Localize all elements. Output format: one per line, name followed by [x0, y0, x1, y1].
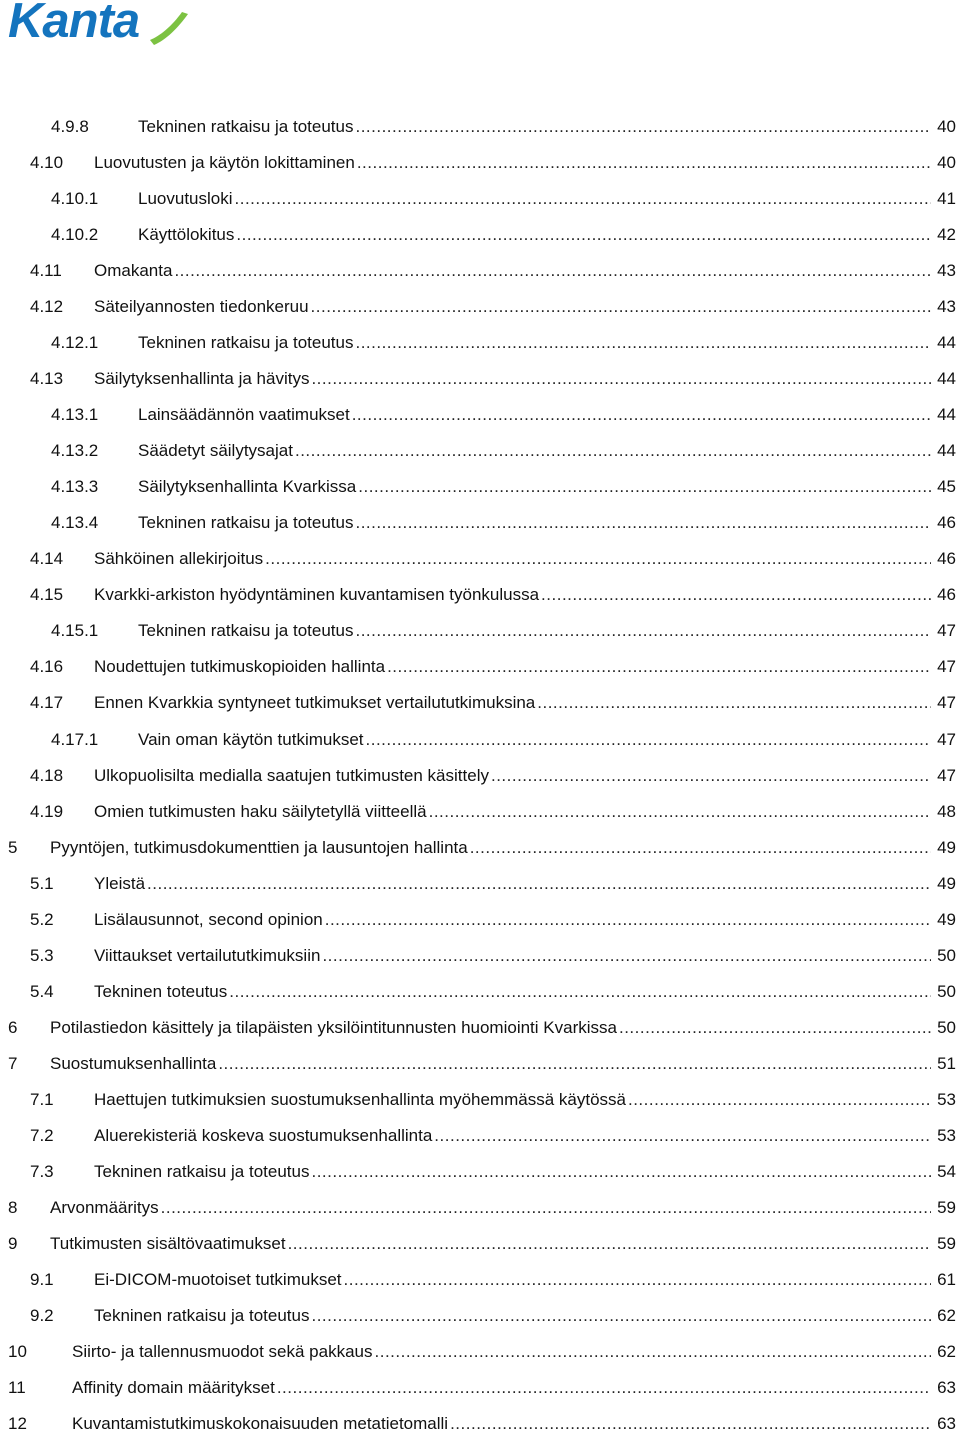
toc-entry-number: 4.12 [30, 297, 64, 316]
toc-entry-page: 59 [937, 1234, 956, 1253]
toc-entry-title: Säilytyksenhallinta ja hävitys [94, 369, 310, 388]
toc-entry-page: 50 [937, 1018, 956, 1037]
toc-entry-title: Tekninen ratkaisu ja toteutus [138, 117, 354, 136]
toc-entry-body [138, 223, 956, 247]
toc-entry-title: Luovutusten ja käytön lokittaminen [94, 153, 355, 172]
toc-entry-title: Kuvantamistutkimuskokonaisuuden metatietomalli [72, 1414, 449, 1433]
toc-entry-body [94, 1124, 956, 1148]
toc-entry[interactable] [0, 764, 960, 788]
toc-dot-leader [235, 187, 932, 211]
toc-entry-page: 53 [937, 1126, 956, 1145]
toc-entry-body [94, 655, 956, 679]
toc-entry-number: 4.13.1 [51, 405, 99, 424]
toc-entry-page: 63 [937, 1414, 956, 1433]
toc-dot-leader [366, 728, 932, 752]
toc-entry-number: 4.13 [30, 369, 64, 388]
toc-entry-title: Tekninen ratkaisu ja toteutus [94, 1162, 310, 1181]
toc-dot-leader [375, 1340, 932, 1364]
toc-entry[interactable] [0, 872, 960, 896]
toc-dot-leader [619, 1016, 931, 1040]
toc-dot-leader [387, 655, 931, 679]
toc-entry-page: 49 [937, 838, 956, 857]
toc-entry-page: 40 [937, 117, 956, 136]
toc-dot-leader [429, 800, 931, 824]
toc-entry-body [50, 1052, 956, 1076]
toc-dot-leader [434, 1124, 931, 1148]
toc-entry-number: 6 [8, 1018, 18, 1037]
toc-entry-page: 43 [937, 261, 956, 280]
toc-entry-body [94, 872, 956, 896]
toc-entry[interactable] [0, 836, 960, 860]
toc-entry-number: 5 [8, 838, 18, 857]
toc-entry-title: Ulkopuolisilta medialla saatujen tutkimusten käsittely [94, 766, 489, 785]
toc-entry[interactable] [0, 944, 960, 968]
toc-entry-page: 47 [937, 693, 956, 712]
toc-entry-body [138, 439, 956, 463]
toc-entry-body [50, 1232, 956, 1256]
toc-entry-body [72, 1412, 956, 1436]
toc-entry-number: 4.12.1 [51, 333, 99, 352]
toc-entry[interactable] [0, 1412, 960, 1436]
toc-entry-title: Aluerekisteriä koskeva suostumuksenhallinta [94, 1126, 433, 1145]
toc-entry[interactable] [0, 511, 960, 535]
toc-entry-title: Suostumuksenhallinta [50, 1054, 217, 1073]
toc-entry-body [138, 403, 956, 427]
toc-dot-leader [161, 1196, 931, 1220]
toc-entry-page: 62 [937, 1342, 956, 1361]
toc-entry-number: 9.1 [30, 1270, 54, 1289]
toc-entry-title: Lisälausunnot, second opinion [94, 910, 323, 929]
toc-entry[interactable] [0, 691, 960, 715]
toc-entry-title: Arvonmääritys [50, 1198, 159, 1217]
toc-entry-number: 4.16 [30, 657, 64, 676]
toc-entry-body [94, 1160, 956, 1184]
toc-entry-page: 46 [937, 585, 956, 604]
toc-entry-page: 45 [937, 477, 956, 496]
toc-entry-number: 4.18 [30, 766, 64, 785]
toc-entry-body [94, 764, 956, 788]
toc-entry-page: 47 [937, 730, 956, 749]
toc-entry-number: 5.2 [30, 910, 54, 929]
toc-entry-page: 59 [937, 1198, 956, 1217]
toc-entry[interactable] [0, 115, 960, 139]
toc-entry[interactable] [0, 800, 960, 824]
logo-text: Kanta [8, 0, 140, 48]
toc-entry-title: Säädetyt säilytysajat [138, 441, 293, 460]
toc-entry-title: Yleistä [94, 874, 146, 893]
toc-entry-number: 4.19 [30, 802, 64, 821]
toc-entry-title: Omakanta [94, 261, 173, 280]
toc-entry-number: 4.10.1 [51, 189, 99, 208]
toc-entry-page: 44 [937, 441, 956, 460]
toc-entry[interactable] [0, 1376, 960, 1400]
toc-entry-title: Ei-DICOM-muotoiset tutkimukset [94, 1270, 342, 1289]
toc-entry-number: 7.2 [30, 1126, 54, 1145]
toc-dot-leader [295, 439, 931, 463]
toc-entry-body [72, 1340, 956, 1364]
toc-dot-leader [470, 836, 931, 860]
toc-entry-number: 11 [8, 1378, 26, 1397]
toc-entry[interactable] [0, 1232, 960, 1256]
toc-entry-number: 5.1 [30, 874, 54, 893]
kanta-logo [8, 0, 198, 50]
toc-entry-number: 10 [8, 1342, 27, 1361]
toc-entry[interactable] [0, 475, 960, 499]
toc-entry[interactable] [0, 403, 960, 427]
toc-entry-page: 47 [937, 621, 956, 640]
toc-entry-number: 7.3 [30, 1162, 54, 1181]
toc-entry[interactable] [0, 1160, 960, 1184]
toc-entry-number: 9.2 [30, 1306, 54, 1325]
toc-dot-leader [311, 367, 931, 391]
toc-entry-number: 8 [8, 1198, 18, 1217]
toc-entry[interactable] [0, 1124, 960, 1148]
toc-entry-body [138, 187, 956, 211]
toc-entry[interactable] [0, 547, 960, 571]
toc-entry-page: 53 [937, 1090, 956, 1109]
toc-entry-title: Noudettujen tutkimuskopioiden hallinta [94, 657, 386, 676]
toc-dot-leader [311, 1160, 931, 1184]
toc-entry[interactable] [0, 980, 960, 1004]
toc-entry[interactable] [0, 151, 960, 175]
toc-entry-body [94, 151, 956, 175]
toc-entry-page: 50 [937, 946, 956, 965]
toc-entry-page: 44 [937, 369, 956, 388]
toc-entry[interactable] [0, 1268, 960, 1292]
toc-entry-page: 51 [937, 1054, 956, 1073]
toc-entry-body [72, 1376, 956, 1400]
toc-entry-number: 9 [8, 1234, 18, 1253]
toc-entry-body [94, 1088, 956, 1112]
toc-dot-leader [322, 944, 931, 968]
toc-entry-page: 40 [937, 153, 956, 172]
toc-entry-page: 42 [937, 225, 956, 244]
toc-entry[interactable] [0, 1340, 960, 1364]
toc-entry-number: 7.1 [30, 1090, 54, 1109]
toc-entry[interactable] [0, 1016, 960, 1040]
toc-entry-number: 5.4 [30, 982, 54, 1001]
toc-entry-body [138, 511, 956, 535]
toc-entry-page: 49 [937, 874, 956, 893]
toc-entry-body [50, 1016, 956, 1040]
toc-dot-leader [218, 1052, 931, 1076]
toc-entry[interactable] [0, 619, 960, 643]
toc-entry-page: 48 [937, 802, 956, 821]
toc-dot-leader [355, 331, 931, 355]
toc-entry[interactable] [0, 1196, 960, 1220]
toc-entry[interactable] [0, 1304, 960, 1328]
toc-entry-page: 61 [937, 1270, 956, 1289]
toc-entry-title: Omien tutkimusten haku säilytetyllä viitteellä [94, 802, 427, 821]
toc-entry-title: Luovutusloki [138, 189, 233, 208]
toc-entry-page: 62 [937, 1306, 956, 1325]
toc-entry-number: 4.15.1 [51, 621, 99, 640]
toc-entry-body [94, 259, 956, 283]
toc-entry-body [50, 1196, 956, 1220]
toc-entry-page: 47 [937, 766, 956, 785]
toc-dot-leader [355, 115, 931, 139]
toc-entry-body [138, 115, 956, 139]
toc-entry-body [94, 1268, 956, 1292]
toc-entry-page: 41 [937, 189, 956, 208]
toc-entry-body [94, 691, 956, 715]
toc-entry-page: 46 [937, 513, 956, 532]
toc-entry-body [94, 583, 956, 607]
toc-entry-page: 47 [937, 657, 956, 676]
toc-entry-number: 5.3 [30, 946, 54, 965]
toc-entry-body [94, 1304, 956, 1328]
toc-dot-leader [311, 295, 932, 319]
toc-entry[interactable] [0, 223, 960, 247]
toc-entry-body [94, 980, 956, 1004]
toc-dot-leader [491, 764, 931, 788]
toc-entry-number: 4.14 [30, 549, 64, 568]
toc-entry-body [138, 331, 956, 355]
toc-entry[interactable] [0, 583, 960, 607]
toc-entry-number: 4.17.1 [51, 730, 99, 749]
toc-entry[interactable] [0, 728, 960, 752]
toc-entry-body [94, 908, 956, 932]
toc-entry-title: Kvarkki-arkiston hyödyntäminen kuvantamisen työnkulussa [94, 585, 540, 604]
toc-entry-body [138, 619, 956, 643]
toc-entry-title: Sähköinen allekirjoitus [94, 549, 264, 568]
toc-entry-number: 4.9.8 [51, 117, 89, 136]
toc-dot-leader [325, 908, 931, 932]
toc-dot-leader [277, 1376, 931, 1400]
toc-entry-title: Tekninen ratkaisu ja toteutus [138, 513, 354, 532]
toc-entry-number: 4.10 [30, 153, 64, 172]
toc-dot-leader [355, 511, 931, 535]
toc-entry[interactable] [0, 367, 960, 391]
toc-entry-title: Säteilyannosten tiedonkeruu [94, 297, 309, 316]
toc-dot-leader [358, 475, 931, 499]
toc-entry-page: 54 [937, 1162, 956, 1181]
toc-entry-number: 4.10.2 [51, 225, 99, 244]
toc-dot-leader [265, 547, 931, 571]
toc-entry-title: Potilastiedon käsittely ja tilapäisten yksilöintitunnusten huomiointi Kvarkissa [50, 1018, 617, 1037]
toc-dot-leader [355, 619, 931, 643]
toc-entry-number: 4.15 [30, 585, 64, 604]
toc-entry-body [94, 295, 956, 319]
toc-entry-body [94, 367, 956, 391]
toc-entry-title: Tutkimusten sisältövaatimukset [50, 1234, 286, 1253]
toc-entry[interactable] [0, 655, 960, 679]
toc-entry-title: Tekninen ratkaisu ja toteutus [138, 333, 354, 352]
toc-entry-body [94, 944, 956, 968]
toc-dot-leader [357, 151, 931, 175]
toc-dot-leader [628, 1088, 931, 1112]
toc-entry-title: Haettujen tutkimuksien suostumuksenhallinta myöhemmässä käytössä [94, 1090, 626, 1109]
toc-entry-page: 49 [937, 910, 956, 929]
logo-swoosh-icon [148, 10, 190, 46]
toc-entry[interactable] [0, 259, 960, 283]
toc-entry-title: Tekninen ratkaisu ja toteutus [94, 1306, 310, 1325]
toc-entry-body [94, 800, 956, 824]
toc-entry[interactable] [0, 908, 960, 932]
toc-entry-title: Siirto- ja tallennusmuodot sekä pakkaus [72, 1342, 373, 1361]
toc-entry-page: 44 [937, 333, 956, 352]
toc-entry-title: Tekninen toteutus [94, 982, 228, 1001]
toc-entry-page: 44 [937, 405, 956, 424]
toc-entry-body [94, 547, 956, 571]
toc-dot-leader [236, 223, 931, 247]
toc-dot-leader [450, 1412, 931, 1436]
toc-entry[interactable] [0, 439, 960, 463]
toc-entry-body [138, 728, 956, 752]
toc-entry-title: Ennen Kvarkkia syntyneet tutkimukset vertailututkimuksina [94, 693, 536, 712]
toc-dot-leader [352, 403, 931, 427]
toc-entry-title: Vain oman käytön tutkimukset [138, 730, 364, 749]
toc-dot-leader [174, 259, 931, 283]
toc-entry-number: 7 [8, 1054, 18, 1073]
toc-dot-leader [311, 1304, 931, 1328]
toc-entry-title: Lainsäädännön vaatimukset [138, 405, 350, 424]
toc-entry-title: Tekninen ratkaisu ja toteutus [138, 621, 354, 640]
toc-dot-leader [288, 1232, 932, 1256]
toc-entry-page: 46 [937, 549, 956, 568]
toc-entry[interactable] [0, 1088, 960, 1112]
toc-entry-body [50, 836, 956, 860]
toc-entry-title: Käyttölokitus [138, 225, 235, 244]
toc-entry-number: 4.11 [30, 261, 62, 280]
toc-entry-number: 4.17 [30, 693, 64, 712]
toc-dot-leader [541, 583, 931, 607]
toc-entry-title: Säilytyksenhallinta Kvarkissa [138, 477, 357, 496]
toc-entry-page: 50 [937, 982, 956, 1001]
toc-entry-body [138, 475, 956, 499]
toc-entry-number: 12 [8, 1414, 27, 1433]
toc-dot-leader [537, 691, 931, 715]
toc-entry-number: 4.13.4 [51, 513, 99, 532]
toc-entry[interactable] [0, 187, 960, 211]
toc-entry-title: Pyyntöjen, tutkimusdokumenttien ja lausuntojen hallinta [50, 838, 468, 857]
toc-entry-title: Affinity domain määritykset [72, 1378, 275, 1397]
toc-dot-leader [229, 980, 931, 1004]
toc-entry-number: 4.13.3 [51, 477, 99, 496]
toc-entry-page: 63 [937, 1378, 956, 1397]
toc-entry[interactable] [0, 295, 960, 319]
toc-dot-leader [344, 1268, 932, 1292]
toc-entry-page: 43 [937, 297, 956, 316]
toc-dot-leader [147, 872, 931, 896]
toc-entry[interactable] [0, 331, 960, 355]
toc-entry[interactable] [0, 1052, 960, 1076]
toc-entry-title: Viittaukset vertailututkimuksiin [94, 946, 321, 965]
toc-entry-number: 4.13.2 [51, 441, 99, 460]
